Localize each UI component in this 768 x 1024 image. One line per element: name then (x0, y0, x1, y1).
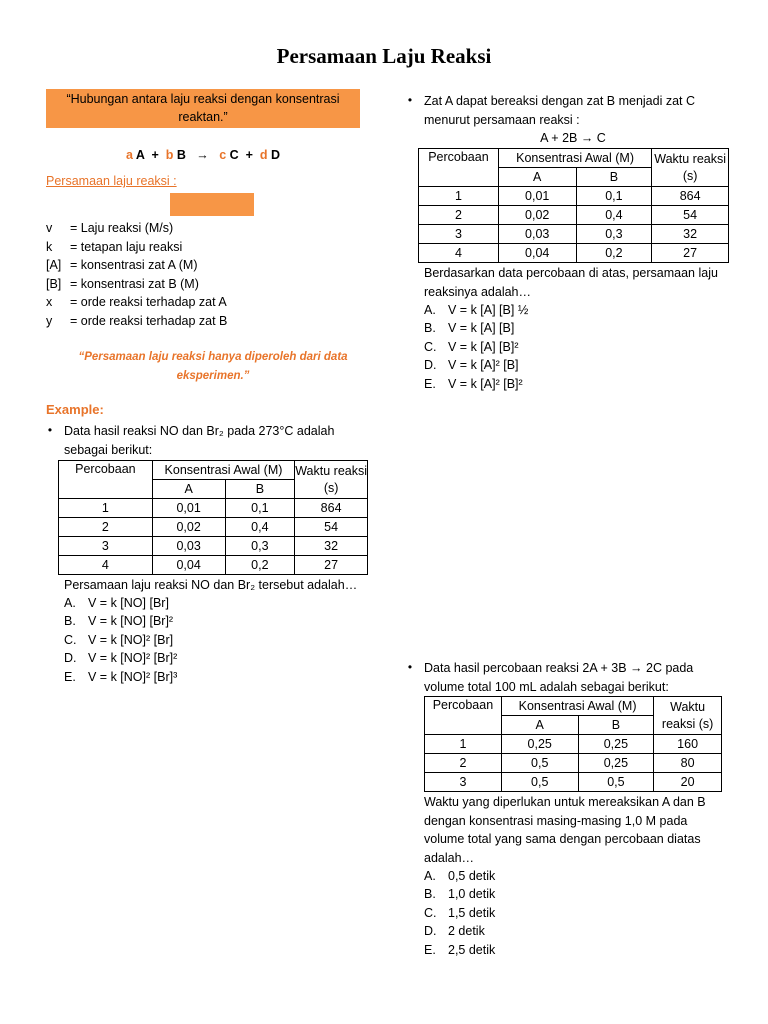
general-reaction-equation (46, 148, 360, 162)
option-d[interactable]: D. 2 detik (424, 924, 485, 939)
coef-d: d (259, 148, 268, 162)
table-row: 1 0,01 0,1 864 (419, 187, 729, 206)
coef-b: b (165, 148, 174, 162)
header-a: A (501, 716, 578, 735)
header-a: A (498, 168, 576, 187)
option-d[interactable]: D. V = k [NO]² [Br]² (64, 651, 178, 666)
definition-row: k = tetapan laju reaksi (46, 239, 183, 254)
rate-law-highlight-box (170, 193, 254, 216)
page-title: Persamaan Laju Reaksi (276, 44, 492, 68)
experiment-note: “Persamaan laju reaksi hanya diperoleh dari data eksperimen.” (78, 351, 348, 382)
header-konsentrasi: Konsentrasi Awal (M) (501, 697, 653, 716)
header-percobaan: Percobaan (425, 697, 502, 735)
table-row: 1 0,25 0,25 160 (425, 735, 722, 754)
definition-row: y = orde reaksi terhadap zat B (46, 313, 228, 328)
table-row: 2 0,02 0,4 54 (419, 206, 729, 225)
question-3-intro: Data hasil percobaan reaksi 2A + 3B → 2C pada volume total 100 mL adalah sebagai berikut: (424, 661, 694, 694)
option-b[interactable]: B. V = k [A] [B] (424, 321, 515, 336)
reaction-arrow: → (196, 148, 209, 162)
option-c[interactable]: C. V = k [NO]² [Br] (64, 632, 174, 647)
definition-row: [A] = konsentrasi zat A (M) (46, 258, 198, 273)
table-row: 3 0,03 0,3 32 (419, 225, 729, 244)
bullet-icon: • (407, 93, 413, 107)
table-row: 4 0,04 0,2 27 (59, 556, 368, 575)
header-b: B (225, 480, 295, 499)
question-1-prompt: Persamaan laju reaksi NO dan Br₂ tersebut adalah… (64, 578, 358, 592)
table-row: 2 0,5 0,25 80 (425, 754, 722, 773)
header-konsentrasi: Konsentrasi Awal (M) (498, 149, 651, 168)
option-a[interactable]: A. V = k [NO] [Br] (64, 596, 169, 610)
option-c[interactable]: C. V = k [A] [B]² (424, 339, 519, 354)
option-a[interactable]: A. V = k [A] [B] ½ (424, 303, 529, 317)
bullet-icon: • (407, 660, 413, 674)
question-2-prompt: Berdasarkan data percobaan di atas, persamaan laju reaksinya adalah… (424, 266, 718, 299)
table-row: 1 0,01 0,1 864 (59, 499, 368, 518)
option-c[interactable]: C. 1,5 detik (424, 905, 496, 920)
definition-row: v = Laju reaksi (M/s) (46, 221, 174, 235)
option-e[interactable]: E. 2,5 detik (424, 942, 496, 957)
question-2-reaction: A + 2B → C (540, 131, 606, 145)
header-percobaan: Percobaan (419, 149, 499, 187)
question-1-table (58, 460, 368, 575)
definition-quote-box: “Hubungan antara laju reaksi dengan konsentrasi reaktan.” (46, 89, 360, 128)
bullet-icon: • (47, 423, 53, 437)
variable-definitions (46, 219, 227, 331)
header-a: A (152, 480, 225, 499)
plus-sign: + (245, 148, 253, 162)
option-b[interactable]: B. 1,0 detik (424, 887, 496, 902)
question-3-prompt: Waktu yang diperlukan untuk mereaksikan A dan B dengan konsentrasi masing-masing 1,0 M pada volume total yang sama dengan percobaan diatas adalah… (424, 795, 706, 865)
table-row: 3 0,5 0,5 20 (425, 773, 722, 792)
header-b: B (576, 168, 652, 187)
option-e[interactable]: E. V = k [A]² [B]² (424, 376, 523, 391)
table-row: 4 0,04 0,2 27 (419, 244, 729, 263)
option-e[interactable]: E. V = k [NO]² [Br]³ (64, 669, 178, 684)
plus-sign: + (151, 148, 159, 162)
header-konsentrasi: Konsentrasi Awal (M) (152, 461, 294, 480)
species-B: B (176, 148, 186, 162)
question-3-table (424, 696, 722, 792)
table-row: 3 0,03 0,3 32 (59, 537, 368, 556)
definition-row: x = orde reaksi terhadap zat A (46, 295, 227, 310)
question-3-options (424, 867, 495, 959)
question-2-table (418, 148, 729, 263)
header-waktu: Waktu reaksi (s) (654, 697, 722, 735)
rate-law-subheading: Persamaan laju reaksi : (46, 174, 177, 188)
example-heading: Example: (46, 402, 104, 417)
header-waktu: Waktu reaksi (s) (652, 149, 729, 187)
header-percobaan: Percobaan (59, 461, 153, 499)
header-b: B (578, 716, 654, 735)
option-b[interactable]: B. V = k [NO] [Br]² (64, 614, 174, 629)
option-d[interactable]: D. V = k [A]² [B] (424, 358, 519, 373)
option-a[interactable]: A. 0,5 detik (424, 869, 496, 883)
species-A: A (135, 148, 145, 162)
table-row: 2 0,02 0,4 54 (59, 518, 368, 537)
species-C: C (229, 148, 239, 162)
question-2-intro: Zat A dapat bereaksi dengan zat B menjadi zat C menurut persamaan reaksi : (424, 94, 696, 127)
coef-a: a (125, 148, 133, 162)
question-2-options (424, 301, 528, 393)
question-1-intro: Data hasil reaksi NO dan Br₂ pada 273°C adalah sebagai berikut: (64, 424, 335, 457)
question-1-options (64, 594, 177, 686)
species-D: D (271, 148, 281, 162)
header-waktu: Waktu reaksi (s) (295, 461, 368, 499)
definition-row: [B] = konsentrasi zat B (M) (46, 276, 199, 291)
coef-c: c (219, 148, 227, 162)
